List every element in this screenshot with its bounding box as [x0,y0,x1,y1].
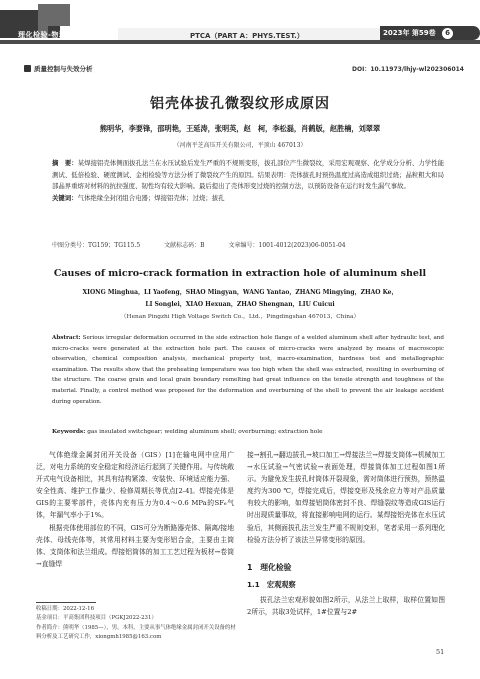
journal-english-name: PTCA（PART A：PHYS.TEST.） [190,32,304,40]
journal-name: 理化检验-物理分册 [18,31,82,39]
keywords-cn-label: 关键词： [52,193,78,202]
english-abstract [52,333,444,407]
body-paragraph: 根据壳体使用部位的不同，GIS可分为断路器壳体、隔离/接地壳体、母线壳体等，其常用材料主要为变形铝合金，主要由主筒体、支筒体和法兰组成。焊接铝筒体的加工工艺过程为板材→卷筒→直缝焊 [36,523,234,568]
english-keywords-label: Keywords: [52,429,86,435]
english-abstract-label: Abstract: [52,335,81,341]
authors: 熊明华，李要锋，邵明艳，王延涛，张明英，赵 柯，李松磊，肖鹤版，赵胜楠，刘翠翠 [99,124,381,133]
abstract-cn [52,158,444,204]
footnote-rule [36,602,96,603]
english-affiliation: （Henan Pingzhi High Voltage Switch Co.，Ltd.，Pingdingshan 467013，China） [120,314,360,320]
article-number: 文章编号：1001-4012(2023)06-0051-04 [228,242,346,249]
keywords-cn: 气体绝缘全封闭组合电器；焊接铝壳体；过烧；拔孔 [77,193,225,202]
fund-info: 基金项目：平高集团科技项目（PGKJ2022-231） [36,615,157,622]
issue-number: 6 [442,28,453,39]
footnote [36,605,236,643]
body-left-column [36,449,234,597]
english-authors-line1: XIONG Minghua，LI Yaofeng，SHAO Mingyan，WANG Yantao，ZHANG Mingying，ZHAO Ke， [82,289,398,296]
doi: DOI：10.11973/lhjy-wl202306014 [352,66,464,73]
english-keywords-text: gas insulated switchgear; welding aluminum shell; overburning; extraction hole [87,429,323,435]
english-keywords [52,429,444,435]
affiliation: （河南平芝高压开关有限公司，平顶山 467013） [173,142,307,149]
page-number: 51 [436,648,445,656]
page-title: 铝壳体拔孔微裂纹形成原因 [150,96,330,112]
abstract-cn-text: 某焊接铝壳体侧面拔孔法兰在水压试验后发生严重的不规则变形，拔孔部位产生微裂纹，采用宏观观察、化学成分分析、力学性能测试、低倍检验、硬度测试、金相检验等方法分析了微裂纹产生的原因。结果表明：壳体拔孔时预热温度过高造成组织过烧；晶粒粗大和局部晶界重熔对材料的抗拉强度、韧性均有较大影响。最后提出了壳体形变过烧的控制方法，以预防设备在运行时发生漏气事故。 [52,159,445,191]
body-right-column-lower [247,594,445,618]
english-abstract-text: Serious irregular deformation occurred in the side extraction hole flange of a welded aluminum shell after hydraulic test, and micro-cracks were generated at the extraction hole part. The causes of micro-cracks were analyzed by means of macroscopic observation, chemical composition analysis, mechanical property test, macro-examination, hardness test and metallographic examination. The results show that the preheating temperature was too high when the shell was extracted, resulting in overburning of the structure. The coarse grain and local grain boundary remelting had great influence on the tensile strength and toughness of the material. Finally, a control method was proposed for the deformation and overburning of the shell to prevent the air leakage accident during operation. [52,335,444,405]
body-paragraph: 接→割孔→翻边拔孔→坡口加工→焊接法兰→焊接支筒体→机械加工→水压试验→气密试验→表面处理，焊接筒体加工过程如图1所示。为避免发生拔孔时筒体开裂现象，需对筒体进行预热，预热温度约为300 ℃，焊接完成后，焊接变形及残余应力等对产品质量有较大的影响，如焊接铝筒体密封不良、焊缝裂纹等造成GIS运行时出现质量事故，将直接影响电网的运行。某焊接铝壳体在水压试验后，其侧面拔孔法兰发生严重不规则变形，笔者采用一系列理化检验方法分析了该法兰异常变形的原因。 [247,451,445,544]
section-label-text: 质量控制与失效分析 [34,65,93,73]
section-heading: 1 理化检验 [247,563,292,572]
subsection-heading: 1.1 宏观观察 [247,580,296,589]
volume-text: 2023年 第59卷 [383,29,436,37]
document-code: 文献标志码：B [164,242,205,249]
section-icon [24,65,31,72]
author-bio: 作者简介：熊明华（1985—），男，本科，主要从事气体绝缘金属封闭开关设备的材料分析及工艺研究工作，xiongmh1985@163.com [36,624,236,641]
body-paragraph: 气体绝缘金属封闭开关设备（GIS）[1]在输电网中应用广泛，对电力系统的安全稳定和经济运行起到了关键作用。与传统敞开式电气设备相比，其具有结构紧凑、安装快、环境适应能力强、安全性高、维护工作量少、检修周期长等优点[2-4]。焊接壳体是GIS的主要零部件，壳体内充有压力为0.4～0.6 MPa的SF₆气体，年漏气率小于1%。 [36,451,234,520]
clc-number: 中图分类号：TG159；TG115.5 [52,242,141,249]
received-date: 收稿日期：2022-12-16 [36,606,95,612]
classification-row [52,240,444,249]
volume-label [383,28,453,39]
body-paragraph: 拔孔法兰宏观形貌如图2所示，从法兰上取样，取样位置如图2所示，共取3处试样，1#位置与2# [247,596,445,617]
section-label [24,64,93,73]
body-right-column [247,449,445,554]
english-authors-line2: LI Songlei，XIAO Hexuan，ZHAO Shengnan，LIU Cuicui [145,301,335,308]
abstract-cn-label: 摘 要： [52,159,78,167]
english-title: Causes of micro-crack formation in extraction hole of aluminum shell [53,268,427,279]
